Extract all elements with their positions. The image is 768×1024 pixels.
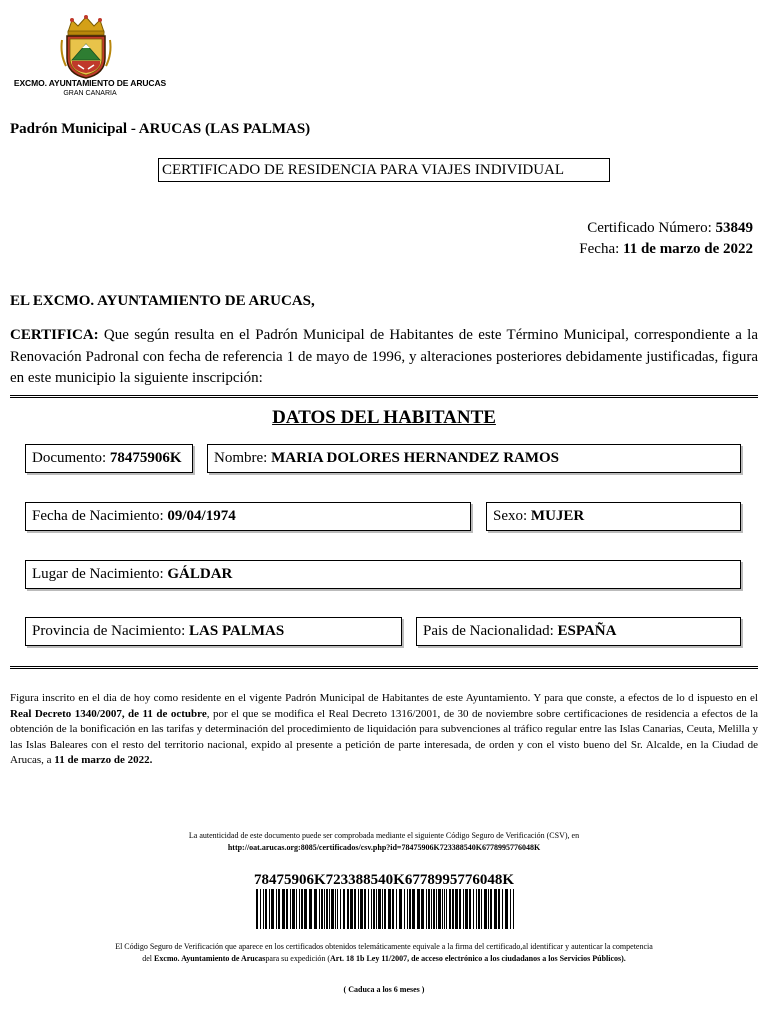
- certificate-title: CERTIFICADO DE RESIDENCIA PARA VIAJES INDIVIDUAL: [158, 158, 610, 182]
- barcode-bar: [290, 889, 291, 929]
- ayuntamiento-heading: EL EXCMO. AYUNTAMIENTO DE ARUCAS,: [10, 293, 315, 309]
- barcode-bar: [301, 889, 303, 929]
- barcode-bar: [421, 889, 424, 929]
- barcode-bar: [376, 889, 377, 929]
- field-documento: [25, 444, 193, 473]
- barcode-bar: [438, 889, 441, 929]
- org-name: EXCMO. AYUNTAMIENTO DE ARUCAS: [13, 78, 167, 88]
- barcode-bar: [265, 889, 267, 929]
- barcode-bar: [417, 889, 420, 929]
- barcode-bar: [256, 889, 258, 929]
- barcode-bar: [321, 889, 323, 929]
- footer-fecha: 11 de marzo de 2022.: [54, 754, 153, 766]
- certifica-paragraph: [10, 325, 758, 390]
- barcode-bar: [463, 889, 464, 929]
- barcode-bar: [444, 889, 445, 929]
- sexo-value: MUJER: [530, 508, 585, 524]
- barcode-bar: [371, 889, 372, 929]
- barcode-bar: [335, 889, 336, 929]
- barcode-bar: [452, 889, 454, 929]
- barcode-bar: [404, 889, 405, 929]
- barcode-bar: [299, 889, 300, 929]
- barcode-bar: [278, 889, 280, 929]
- footer-text-2: , por el que se modifica el Real Decreto 1316/2001, de 30 de noviembre sobre certificaciones de residencia a efectos de la obtención de la bonificación en las tarifas y determinación del procedimiento de liquidación para subvenciones al tráfico regular entre las Islas Canarias, Ceuta, Melilla y las Islas Baleares con el resto del territorio nacional, expido al presente a petición de parte interesada, de orden y con el visto bueno del Sr. Alcalde, en la Ciudad de Arucas, a: [10, 707, 759, 766]
- barcode-bar: [384, 889, 386, 929]
- barcode-bar: [446, 889, 447, 929]
- documento-label: Documento:: [32, 450, 110, 466]
- barcode-bar: [433, 889, 435, 929]
- field-nombre: [207, 444, 741, 473]
- divider-top: [10, 395, 758, 398]
- barcode-bar: [428, 889, 430, 929]
- padron-heading: Padrón Municipal - ARUCAS (LAS PALMAS): [10, 121, 311, 137]
- certifica-label: CERTIFICA:: [10, 327, 99, 343]
- provincia-value: LAS PALMAS: [189, 623, 285, 639]
- barcode-bar: [510, 889, 511, 929]
- barcode-bar: [449, 889, 451, 929]
- barcode-bar: [465, 889, 468, 929]
- barcode-bar: [382, 889, 383, 929]
- caduca-note: ( Caduca a los 6 meses ): [343, 985, 425, 994]
- csv-note-text: La autenticidad de este documento puede ser comprobada mediante el siguiente Código Seguro de Verificación (CSV), en: [188, 831, 580, 840]
- barcode-bar: [484, 889, 487, 929]
- barcode-bar: [324, 889, 325, 929]
- field-provincia: [25, 617, 402, 646]
- barcode-bar: [513, 889, 514, 929]
- barcode-bar: [337, 889, 338, 929]
- barcode-bar: [407, 889, 408, 929]
- documento-value: 78475906K: [109, 450, 182, 466]
- csv-url-link[interactable]: http://oat.arucas.org:8085/certificados/csv.php?id=78475906K723388540K6778995776048K: [227, 843, 541, 852]
- barcode-bar: [481, 889, 482, 929]
- field-sexo: [486, 502, 741, 531]
- barcode-bar: [412, 889, 415, 929]
- barcode-bar: [331, 889, 334, 929]
- sexo-label: Sexo:: [493, 508, 531, 524]
- legal-note: [10, 941, 758, 965]
- legal-line-1: El Código Seguro de Verificación que aparece en los certificados obtenidos telemáticamente equivale a la firma del certificado,al identificar y autenticar la competencia: [115, 942, 653, 951]
- barcode-bar: [347, 889, 349, 929]
- barcode-bar: [459, 889, 461, 929]
- barcode-bar: [360, 889, 363, 929]
- barcode-bar: [304, 889, 307, 929]
- barcode-bar: [490, 889, 492, 929]
- barcode-bar: [373, 889, 375, 929]
- barcode-bar: [350, 889, 353, 929]
- datos-title: DATOS DEL HABITANTE: [272, 407, 496, 428]
- barcode-bar: [498, 889, 500, 929]
- nombre-label: Nombre:: [214, 450, 272, 466]
- barcode-bar: [286, 889, 288, 929]
- barcode-bar: [396, 889, 397, 929]
- barcode-bar: [329, 889, 330, 929]
- barcode-bar: [399, 889, 402, 929]
- barcode-bar: [296, 889, 297, 929]
- barcode-bar: [319, 889, 320, 929]
- barcode-image: [256, 889, 514, 929]
- barcode-bar: [354, 889, 356, 929]
- footer-decreto: Real Decreto 1340/2007, de 11 de octubre: [10, 707, 207, 720]
- barcode-bar: [292, 889, 295, 929]
- barcode-bar: [476, 889, 477, 929]
- csv-code: 78475906K723388540K6778995776048K: [253, 872, 514, 888]
- provincia-label: Provincia de Nacimiento:: [32, 623, 190, 639]
- lugar-nacimiento-label: Lugar de Nacimiento:: [32, 566, 168, 582]
- barcode-bar: [426, 889, 427, 929]
- certificate-number-value: 53849: [715, 220, 753, 236]
- barcode-bar: [282, 889, 285, 929]
- barcode-bar: [488, 889, 489, 929]
- barcode-bar: [276, 889, 277, 929]
- barcode-bar: [326, 889, 328, 929]
- field-fecha-nacimiento: [25, 502, 471, 531]
- barcode-bar: [263, 889, 264, 929]
- barcode-bar: [502, 889, 503, 929]
- csv-note: [10, 830, 758, 854]
- footer-text-1: Figura inscrito en el dia de hoy como residente en el vigente Padrón Municipal de Habitantes de este Ayuntamiento. Y para que conste, a efectos de lo d ispuesto en el: [10, 692, 758, 704]
- barcode-bar: [455, 889, 458, 929]
- barcode-bar: [442, 889, 443, 929]
- legal-2b: Excmo. Ayuntamiento de Arucas: [153, 954, 266, 963]
- barcode-bar: [378, 889, 381, 929]
- barcode-bar: [368, 889, 369, 929]
- barcode-bar: [343, 889, 345, 929]
- field-nacionalidad: [416, 617, 741, 646]
- nacionalidad-value: ESPAÑA: [557, 623, 617, 639]
- barcode-bar: [388, 889, 391, 929]
- certifica-text: Que según resulta en el Padrón Municipal de Habitantes de este Término Municipal, correspondiente a la Renovación Padronal con fecha de referencia 1 de mayo de 1996, y alteraciones posteriores debidamente justificadas, figura en este municipio la siguiente inscripción:: [10, 327, 758, 386]
- barcode-bar: [473, 889, 474, 929]
- certificate-date-value: 11 de marzo de 2022: [623, 241, 753, 257]
- barcode-bar: [314, 889, 317, 929]
- org-subtitle: GRAN CANARIA: [63, 90, 117, 97]
- fecha-nacimiento-value: 09/04/1974: [167, 508, 236, 524]
- nacionalidad-label: Pais de Nacionalidad:: [423, 623, 558, 639]
- legal-2a: del: [142, 954, 154, 963]
- barcode-bar: [409, 889, 411, 929]
- barcode-bar: [260, 889, 261, 929]
- lugar-nacimiento-value: GÁLDAR: [167, 566, 233, 582]
- barcode-bar: [340, 889, 341, 929]
- barcode-bar: [436, 889, 437, 929]
- barcode-bar: [271, 889, 274, 929]
- barcode-bar: [478, 889, 480, 929]
- barcode-bar: [364, 889, 366, 929]
- certificate-number-label: Certificado Número:: [587, 220, 716, 236]
- barcode-bar: [505, 889, 508, 929]
- coat-of-arms-logo: [58, 14, 114, 80]
- divider-bottom: [10, 666, 758, 669]
- legal-line-2: [10, 953, 758, 965]
- certificate-date-label: Fecha:: [579, 241, 624, 257]
- nombre-value: MARIA DOLORES HERNANDEZ RAMOS: [271, 450, 560, 466]
- barcode-bar: [358, 889, 359, 929]
- fecha-nacimiento-label: Fecha de Nacimiento:: [32, 508, 168, 524]
- barcode-bar: [269, 889, 270, 929]
- barcode-bar: [431, 889, 432, 929]
- barcode-bar: [494, 889, 497, 929]
- field-lugar-nacimiento: [25, 560, 741, 589]
- footer-paragraph: [10, 691, 758, 769]
- legal-2c: para su expedición (: [265, 954, 331, 963]
- legal-2d: Art. 18 1b Ley 11/2007, de acceso electrónico a los ciudadanos a los Servicios Públicos).: [330, 954, 626, 963]
- barcode-bar: [469, 889, 471, 929]
- barcode-bar: [392, 889, 394, 929]
- certificate-number: [587, 220, 753, 237]
- barcode-bar: [309, 889, 312, 929]
- certificate-date: [579, 241, 753, 258]
